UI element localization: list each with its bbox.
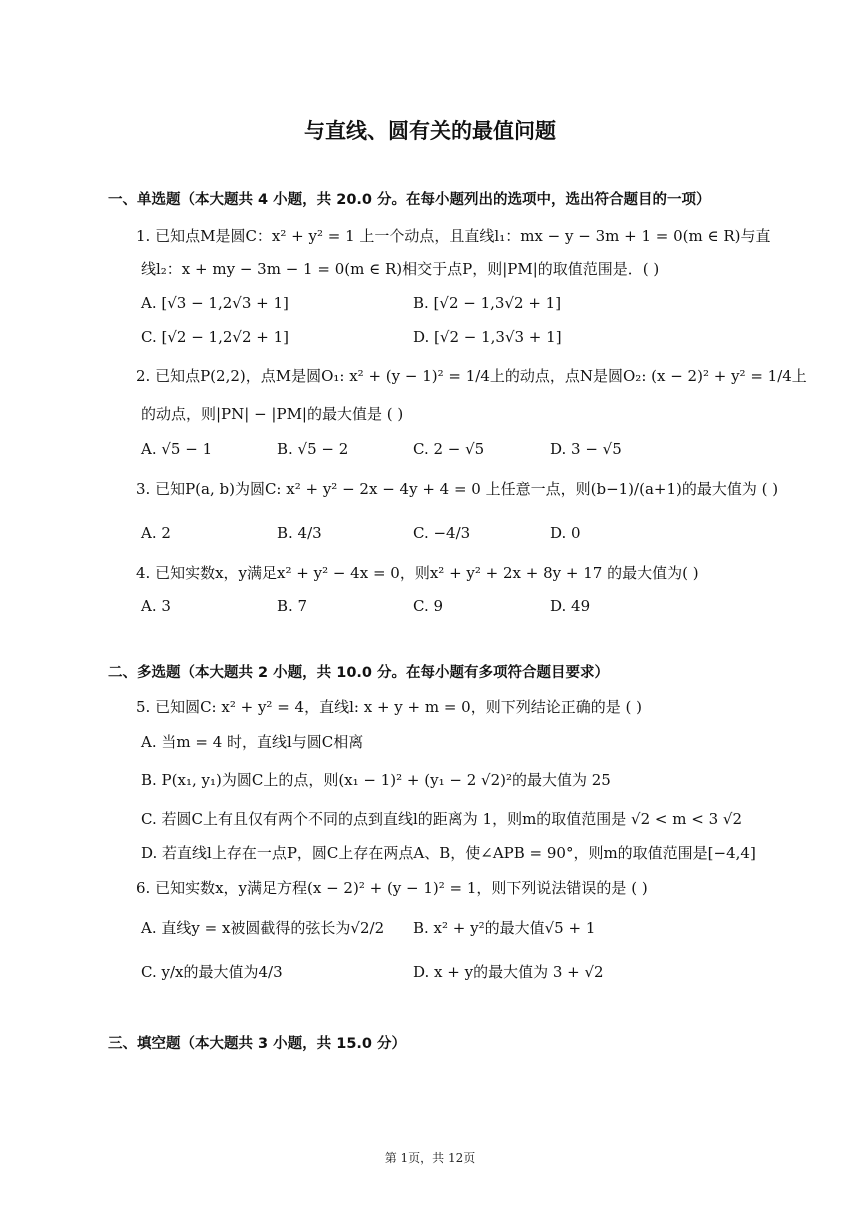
page-footer: 第 1页，共 12页 <box>384 1151 476 1165</box>
question-1-option-a: A. [√3 − 1,2√3 + 1] <box>141 294 289 312</box>
question-2-option-a: A. √5 − 1 <box>141 440 213 458</box>
question-3-option-b: B. 4/3 <box>277 524 322 542</box>
section-heading-fill-in: 三、填空题（本大题共 3 小题，共 15.0 分） <box>108 1036 407 1052</box>
page-title: 与直线、圆有关的最值问题 <box>304 119 556 143</box>
question-3-line-1: 3. 已知P(a, b)为圆C: x² + y² − 2x − 4y + 4 = 0 上任意一点，则(b−1)/(a+1)的最大值为 ( ) <box>136 480 779 498</box>
section-heading-single-choice: 一、单选题（本大题共 4 小题，共 20.0 分。在每小题列出的选项中，选出符合题目的一项） <box>108 192 711 208</box>
question-6-option-d: D. x + y的最大值为 3 + √2 <box>413 963 604 981</box>
section-heading-multiple-choice: 二、多选题（本大题共 2 小题，共 10.0 分。在每小题有多项符合题目要求） <box>108 665 610 681</box>
question-2-option-c: C. 2 − √5 <box>413 440 485 458</box>
question-5-line-1: 5. 已知圆C: x² + y² = 4，直线l: x + y + m = 0，则下列结论正确的是 ( ) <box>136 698 642 716</box>
question-3-option-a: A. 2 <box>141 524 171 542</box>
question-2-option-d: D. 3 − √5 <box>550 440 622 458</box>
question-3-option-c: C. −4/3 <box>413 524 471 542</box>
question-2-line-2: 的动点，则|PN| − |PM|的最大值是 ( ) <box>141 405 404 423</box>
question-2-option-b: B. √5 − 2 <box>277 440 349 458</box>
question-1-option-c: C. [√2 − 1,2√2 + 1] <box>141 328 289 346</box>
question-4-option-b: B. 7 <box>277 597 308 615</box>
question-5-option-a: A. 当m = 4 时，直线l与圆C相离 <box>141 733 364 751</box>
question-6-line-1: 6. 已知实数x，y满足方程(x − 2)² + (y − 1)² = 1，则下列说法错误的是 ( ) <box>136 879 648 897</box>
question-4-option-c: C. 9 <box>413 597 444 615</box>
question-5-option-d: D. 若直线l上存在一点P，圆C上存在两点A、B，使∠APB = 90°，则m的取值范围是[−4,4] <box>141 844 756 862</box>
question-1-line-1: 1. 已知点M是圆C：x² + y² = 1 上一个动点，且直线l₁：mx − y − 3m + 1 = 0(m ∈ R)与直 <box>136 227 771 245</box>
question-6-option-a: A. 直线y = x被圆截得的弦长为√2/2 <box>141 919 385 937</box>
question-6-option-c: C. y/x的最大值为4/3 <box>141 963 283 981</box>
question-5-option-b: B. P(x₁, y₁)为圆C上的点，则(x₁ − 1)² + (y₁ − 2 √2)²的最大值为 25 <box>141 771 611 789</box>
question-1-option-d: D. [√2 − 1,3√3 + 1] <box>413 328 562 346</box>
question-3-option-d: D. 0 <box>550 524 581 542</box>
question-1-line-2: 线l₂：x + my − 3m − 1 = 0(m ∈ R)相交于点P，则|PM|的取值范围是．( ) <box>141 260 660 278</box>
question-2-line-1: 2. 已知点P(2,2)，点M是圆O₁: x² + (y − 1)² = 1/4上的动点，点N是圆O₂: (x − 2)² + y² = 1/4上 <box>136 367 807 385</box>
question-4-line-1: 4. 已知实数x，y满足x² + y² − 4x = 0，则x² + y² + 2x + 8y + 17 的最大值为( ) <box>136 564 699 582</box>
question-5-option-c: C. 若圆C上有且仅有两个不同的点到直线l的距离为 1，则m的取值范围是 √2 < m < 3 √2 <box>141 810 743 828</box>
question-4-option-d: D. 49 <box>550 597 591 615</box>
question-6-option-b: B. x² + y²的最大值√5 + 1 <box>413 919 596 937</box>
question-4-option-a: A. 3 <box>141 597 171 615</box>
question-1-option-b: B. [√2 − 1,3√2 + 1] <box>413 294 562 312</box>
